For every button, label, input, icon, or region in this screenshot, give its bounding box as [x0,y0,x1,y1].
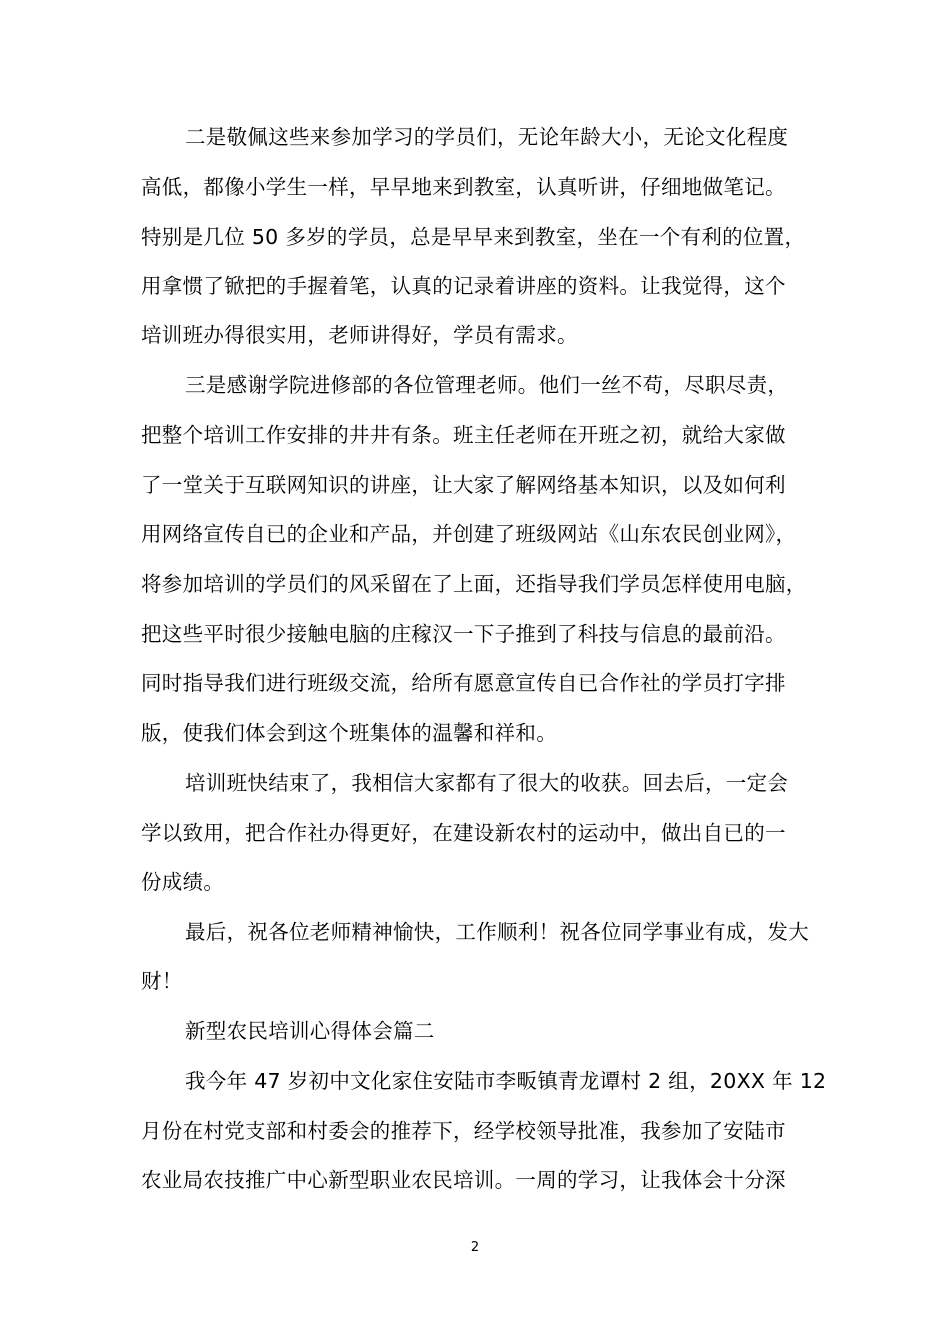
text-line: 学以致用，把合作社办得更好，在建设新农村的运动中，做出自已的一 [141,821,786,845]
text-line: 高低，都像小学生一样，早早地来到教室，认真听讲，仔细地做笔记。 [141,175,786,199]
text-line: 份成绩。 [141,870,225,894]
text-line: 我今年 47 岁初中文化家住安陆市李畈镇青龙谭村 2 组，20XX 年 12 [185,1069,827,1093]
text-line: 最后，祝各位老师精神愉快，工作顺利！祝各位同学事业有成，发大 [185,920,809,944]
text-line: 特别是几位 50 多岁的学员，总是早早来到教室，坐在一个有利的位置， [141,225,806,249]
section-heading: 新型农民培训心得体会篇二 [185,1019,435,1043]
page-number: 2 [470,1240,480,1255]
text-line: 二是敬佩这些来参加学习的学员们，无论年龄大小，无论文化程度 [185,125,789,149]
text-line: 把整个培训工作安排的井井有条。班主任老师在开班之初，就给大家做 [141,423,786,447]
text-line: 三是感谢学院进修部的各位管理老师。他们一丝不苟，尽职尽责， [185,373,789,397]
text-line: 培训班快结束了，我相信大家都有了很大的收获。回去后，一定会 [185,771,789,795]
text-line: 用网络宣传自已的企业和产品，并创建了班级网站《山东农民创业网》， [141,522,797,546]
text-line: 把这些平时很少接触电脑的庄稼汉一下子推到了科技与信息的最前沿。 [141,622,786,646]
text-line: 财！ [141,969,183,993]
text-line: 培训班办得很实用，老师讲得好，学员有需求。 [141,323,578,347]
text-line: 月份在村党支部和村委会的推荐下，经学校领导批准，我参加了安陆市 [141,1119,786,1143]
text-line: 版，使我们体会到这个班集体的温馨和祥和。 [141,721,557,745]
text-line: 用拿惯了锨把的手握着笔，认真的记录着讲座的资料。让我觉得，这个 [141,274,786,298]
text-line: 了一堂关于互联网知识的讲座，让大家了解网络基本知识，以及如何利 [141,473,786,497]
text-line: 同时指导我们进行班级交流，给所有愿意宣传自已合作社的学员打字排 [141,671,786,695]
text-line: 将参加培训的学员们的风采留在了上面，还指导我们学员怎样使用电脑， [141,572,807,596]
text-line: 农业局农技推广中心新型职业农民培训。一周的学习，让我体会十分深 [141,1168,786,1192]
